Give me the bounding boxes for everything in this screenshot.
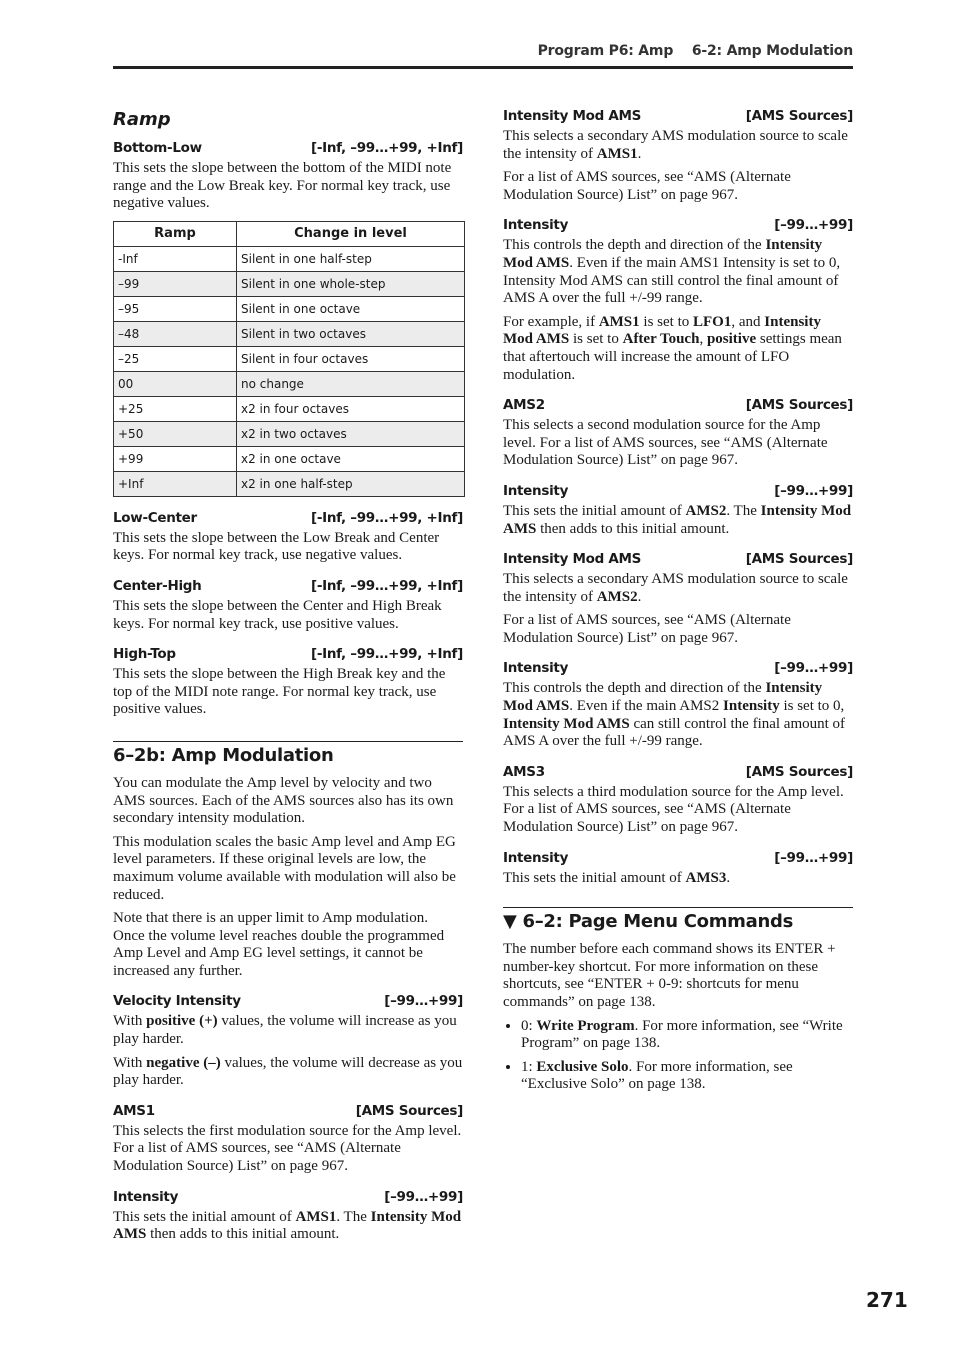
- header-rule: [113, 66, 853, 69]
- param-desc: This sets the initial amount of AMS2. The Intensity Mod AMS then adds to this initial amount.: [503, 502, 852, 537]
- table-row: [114, 371, 465, 396]
- paragraph: You can modulate the Amp level by velocity and two AMS sources. Each of the AMS sources also has its own secondary intensity modulation.: [113, 774, 454, 827]
- table-row: [114, 421, 465, 446]
- param-desc: This sets the slope between the High Break key and the top of the MIDI note range. For normal key track, use positive values.: [113, 666, 446, 718]
- table-row: [114, 271, 465, 296]
- table-cell: x2 in four octaves: [237, 396, 465, 421]
- param-heading: Intensity [–99…+99]: [503, 482, 853, 499]
- table-cell: x2 in one octave: [237, 446, 465, 471]
- running-header: Program P6: Amp 6-2: Amp Modulation: [537, 43, 853, 59]
- table-cell: –95: [114, 296, 237, 321]
- param-heading: Center-High [-Inf, –99…+99, +Inf]: [113, 577, 463, 594]
- param-desc: This controls the depth and direction of the Intensity Mod AMS. Even if the main AMS2 Intensity is set to 0, Intensity Mod AMS can still control the final amount of AMS A over the full +/-99 range.: [503, 680, 846, 750]
- paragraph: With positive (+) values, the volume will increase as you play harder.: [113, 1013, 457, 1048]
- param-heading: AMS2 [AMS Sources]: [503, 397, 853, 414]
- table-cell: -Inf: [114, 246, 237, 271]
- param-heading: Velocity Intensity [–99…+99]: [113, 993, 463, 1010]
- table-row: [114, 321, 465, 346]
- param-desc: This sets the initial amount of AMS3.: [503, 869, 731, 886]
- param-desc: This selects a secondary AMS modulation source to scale the intensity of AMS1.: [503, 128, 848, 162]
- table-cell: no change: [237, 371, 465, 396]
- table-cell: Silent in four octaves: [237, 346, 465, 371]
- table-cell: +99: [114, 446, 237, 471]
- paragraph: With negative (–) values, the volume will decrease as you play harder.: [113, 1054, 463, 1089]
- right-column: [503, 108, 853, 1100]
- table-cell: –99: [114, 271, 237, 296]
- table-row: [114, 346, 465, 371]
- table-cell: 00: [114, 371, 237, 396]
- table-row: [114, 446, 465, 471]
- table-row: [114, 471, 465, 496]
- param-heading: Intensity Mod AMS [AMS Sources]: [503, 551, 853, 568]
- param-heading: Intensity [–99…+99]: [503, 849, 853, 866]
- table-row: [114, 246, 465, 271]
- list-item: • 1: Exclusive Solo. For more information, see “Exclusive Solo” on page 138.: [521, 1059, 853, 1094]
- table-header: Ramp: [114, 221, 237, 246]
- paragraph: Note that there is an upper limit to Amp modulation. Once the volume level reaches double the programmed Amp Level and Amp EG level settings, it cannot be increased any further.: [113, 910, 445, 979]
- list-item: • 0: Write Program. For more information, see “Write Program” on page 138.: [521, 1018, 853, 1053]
- param-heading: Intensity [–99…+99]: [503, 660, 853, 677]
- param-heading: Intensity [–99…+99]: [503, 217, 853, 234]
- param-desc: This selects a second modulation source for the Amp level. For a list of AMS sources, see “AMS (Alternate Modulation Source) List” on page 967.: [503, 417, 828, 469]
- param-desc: This sets the slope between the bottom of the MIDI note range and the Low Break key. For normal key track, use negative values.: [113, 160, 452, 212]
- param-desc: This selects a third modulation source for the Amp level. For a list of AMS sources, see “AMS (Alternate Modulation Source) List” on page 967.: [503, 783, 844, 836]
- param-heading: High-Top [-Inf, –99…+99, +Inf]: [113, 646, 463, 663]
- table-cell: –48: [114, 321, 237, 346]
- table-header: Change in level: [237, 221, 465, 246]
- table-cell: Silent in one half-step: [237, 246, 465, 271]
- paragraph: For a list of AMS sources, see “AMS (Alternate Modulation Source) List” on page 967.: [503, 169, 791, 203]
- param-desc: This sets the slope between the Center and High Break keys. For normal key track, use positive values.: [113, 597, 442, 632]
- param-desc: This controls the depth and direction of the Intensity Mod AMS. Even if the main AMS1 Intensity is set to 0, Intensity Mod AMS can still control the final amount of AMS A over the full +/-99 range.: [503, 237, 841, 307]
- param-heading: AMS3 [AMS Sources]: [503, 763, 853, 780]
- table-row: [114, 396, 465, 421]
- param-desc: This selects the first modulation source for the Amp level. For a list of AMS sources, see “AMS (Alternate Modulation Source) List” on page 967.: [113, 1122, 462, 1175]
- table-cell: x2 in one half-step: [237, 471, 465, 496]
- ramp-title: Ramp: [113, 109, 171, 130]
- table-cell: –25: [114, 346, 237, 371]
- param-heading: Intensity Mod AMS [AMS Sources]: [503, 108, 853, 124]
- param-desc: This sets the slope between the Low Break and Center keys. For normal key track, use negative values.: [113, 529, 440, 564]
- menu-command-list: [503, 1018, 853, 1094]
- param-heading: Intensity [–99…+99]: [113, 1188, 463, 1205]
- section-title: ▼ 6–2: Page Menu Commands: [503, 907, 853, 932]
- section-title: 6–2b: Amp Modulation: [113, 741, 463, 766]
- table-cell: Silent in one octave: [237, 296, 465, 321]
- param-desc: This sets the initial amount of AMS1. The Intensity Mod AMS then adds to this initial amount.: [113, 1208, 462, 1243]
- table-cell: +Inf: [114, 471, 237, 496]
- param-heading: Bottom-Low [-Inf, –99…+99, +Inf]: [113, 140, 463, 156]
- left-column: [113, 108, 463, 1250]
- paragraph: The number before each command shows its ENTER + number-key shortcut. For more information on these shortcuts, see “ENTER + 0-9: shortcuts for menu commands” on page 138.: [503, 941, 836, 1010]
- paragraph: For a list of AMS sources, see “AMS (Alternate Modulation Source) List” on page 967.: [503, 612, 791, 646]
- param-desc: This selects a secondary AMS modulation source to scale the intensity of AMS2.: [503, 571, 848, 605]
- table-cell: +25: [114, 396, 237, 421]
- page-number: 271: [866, 1288, 908, 1312]
- table-cell: Silent in two octaves: [237, 321, 465, 346]
- table-cell: +50: [114, 421, 237, 446]
- table-row: [114, 296, 465, 321]
- table-cell: Silent in one whole-step: [237, 271, 465, 296]
- paragraph: For example, if AMS1 is set to LFO1, and Intensity Mod AMS is set to After Touch, positive settings mean that aftertouch will increase the amount of LFO modulation.: [503, 313, 842, 383]
- table-cell: x2 in two octaves: [237, 421, 465, 446]
- paragraph: This modulation scales the basic Amp level and Amp EG level parameters. If these original levels are low, the maximum volume available with modulation will also be reduced.: [113, 833, 456, 903]
- ramp-table: [113, 221, 465, 497]
- param-heading: Low-Center [-Inf, –99…+99, +Inf]: [113, 509, 463, 526]
- param-heading: AMS1 [AMS Sources]: [113, 1102, 463, 1119]
